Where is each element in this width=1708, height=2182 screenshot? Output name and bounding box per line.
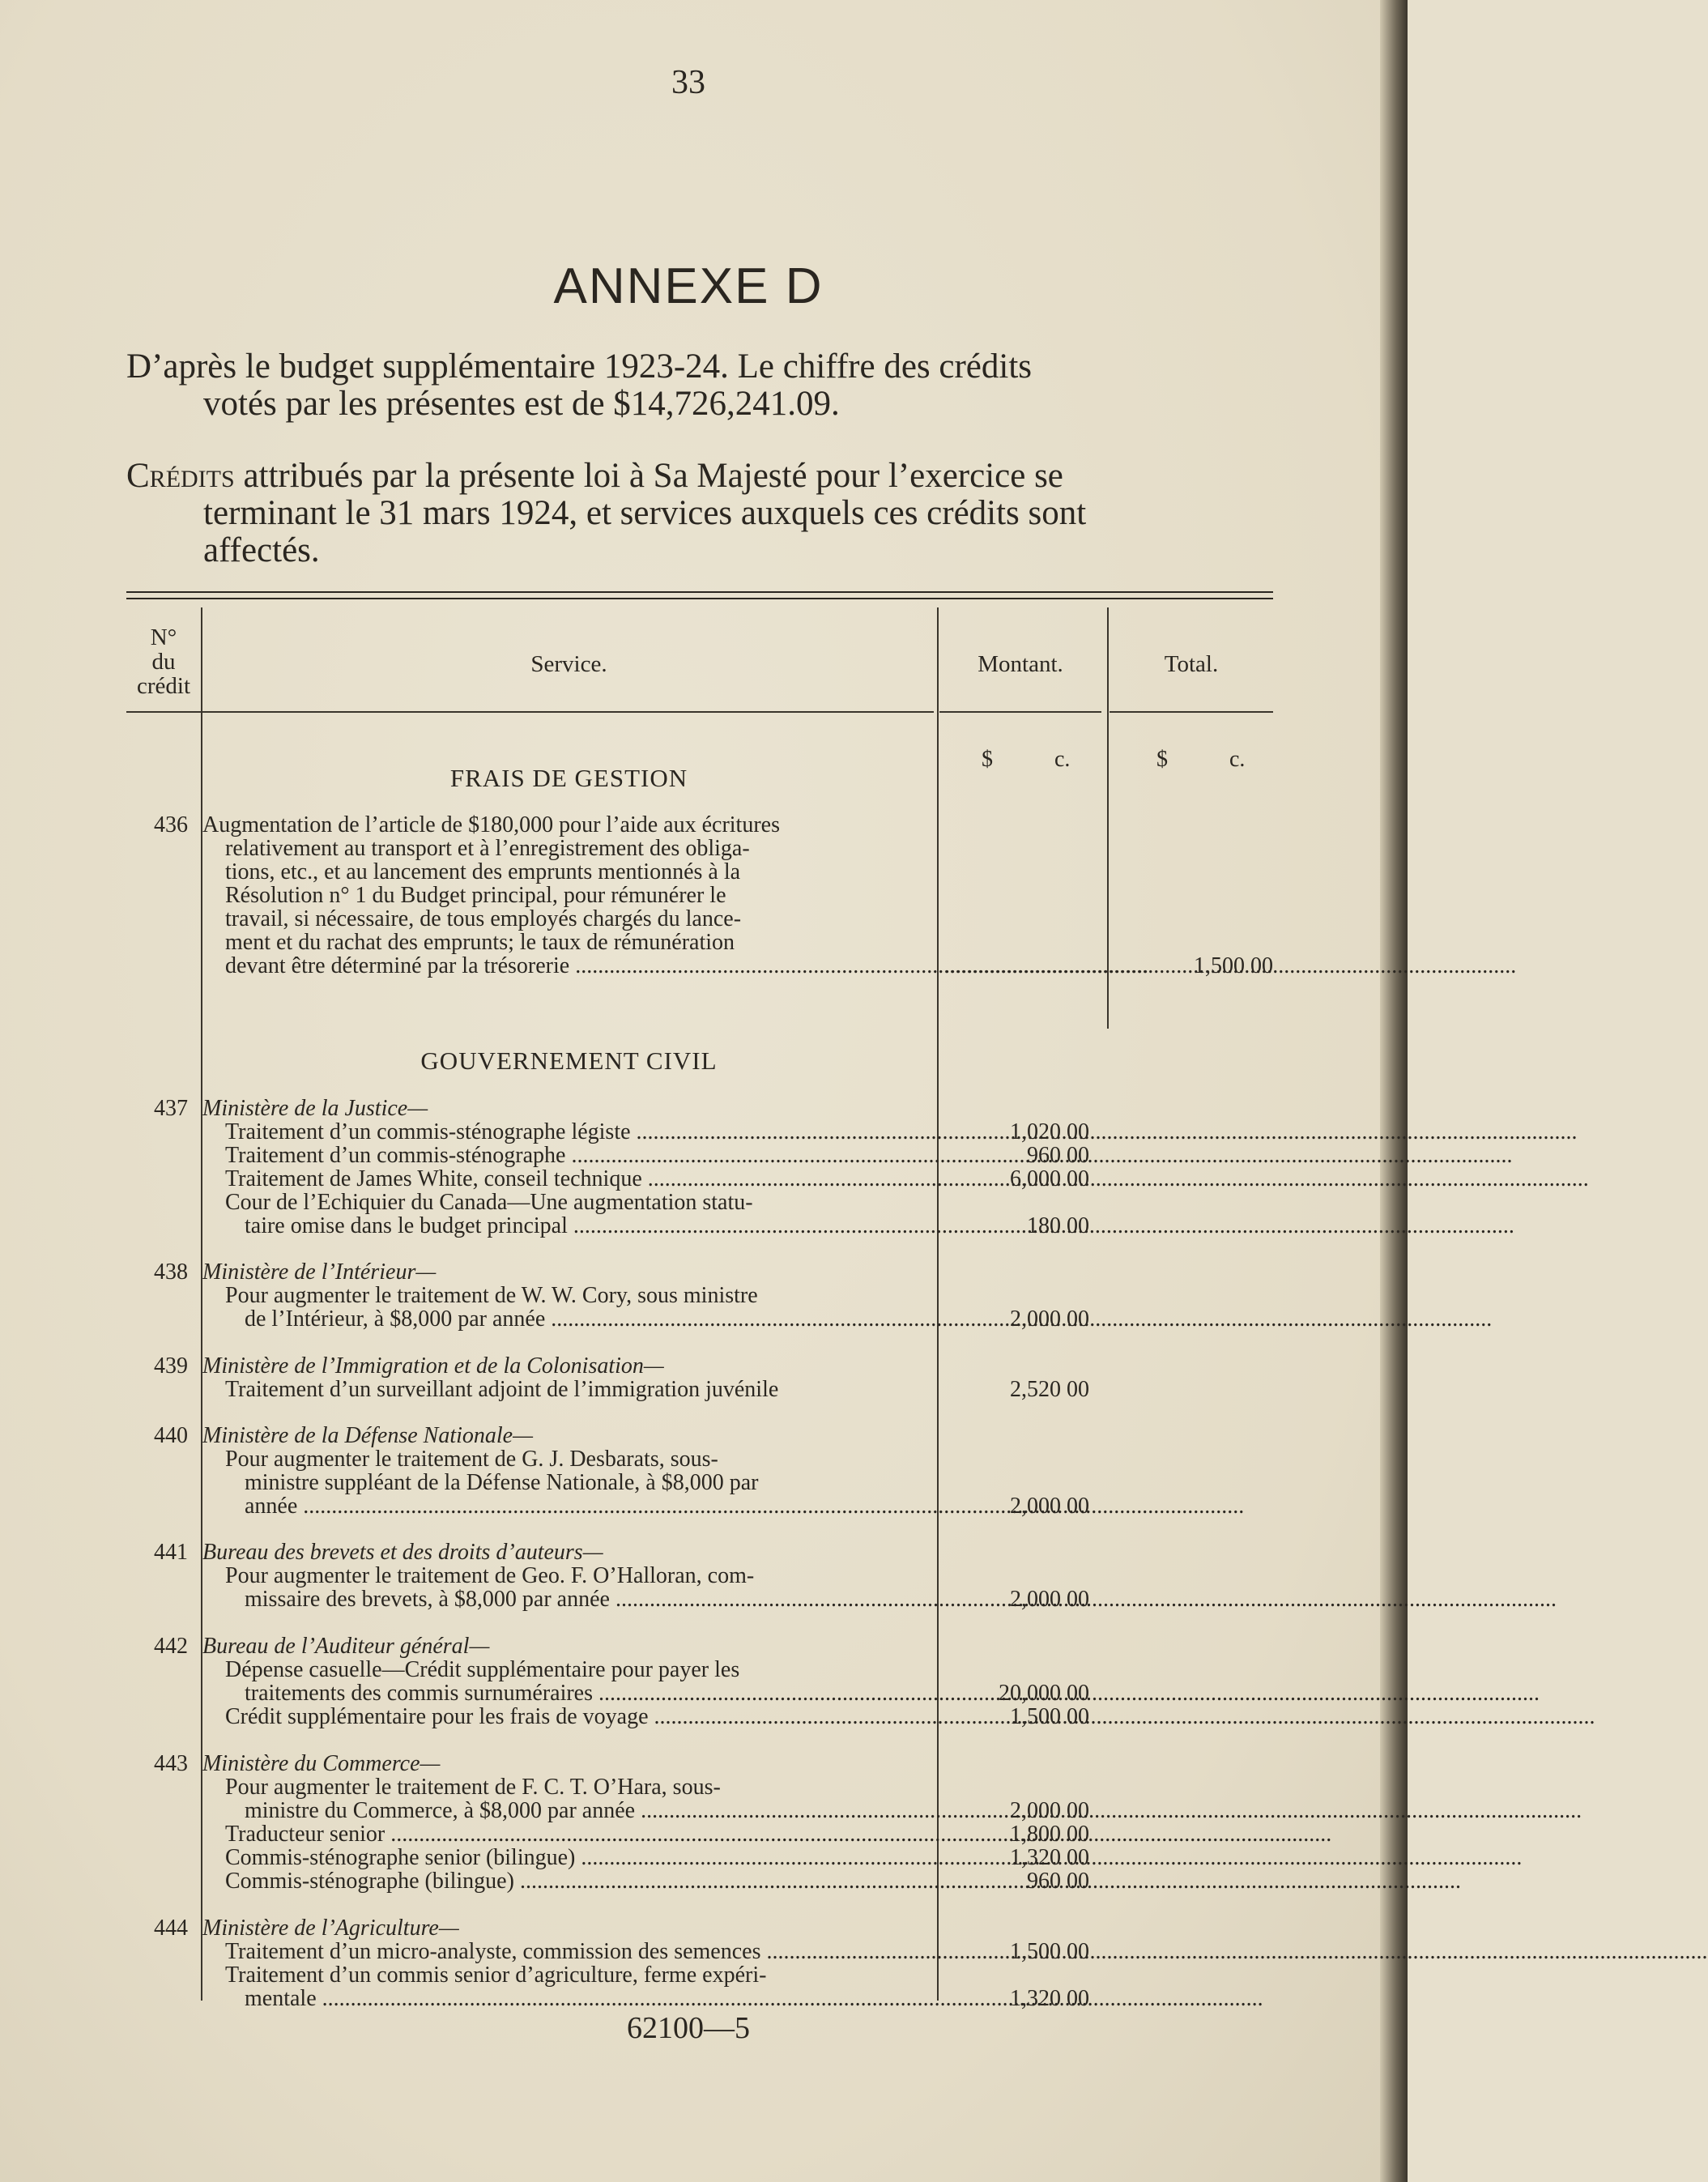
- amount-439-1: 2,520 00: [1010, 1377, 1089, 1402]
- credit-438-description: Ministère de l’Intérieur— Pour augmenter le traitement de W. W. Cory, sous ministre de l’Intérieur, à $8,000 par année .....: [202, 1260, 935, 1331]
- credit-number-442: 442: [154, 1634, 188, 1659]
- header-rule-montant: [939, 711, 1101, 713]
- credit-number-443: 443: [154, 1751, 188, 1776]
- amount-444-1: 1,500 00: [1010, 1939, 1089, 1964]
- credit-number-440: 440: [154, 1423, 188, 1448]
- header-rule-service: [202, 711, 934, 713]
- credit-436-description: Augmentation de l’article de $180,000 pour l’aide aux écritures relativement au transport et à l’enregistrement des obliga- tions, etc., et au lancement des emprunts mentionnés à la Résolution n° 1 du Budget principal, pour rémunérer le travail, si nécessaire, de tous employés chargés du lance- ment et du rachat des emprunts; le taux de rémunération devant être déterminé par la trésorerie .....: [202, 813, 935, 978]
- total-dollar-unit: $: [1156, 747, 1168, 772]
- header-montant: Montant.: [978, 651, 1063, 677]
- header-service: Service.: [530, 651, 607, 677]
- header-number: N° du crédit: [136, 624, 190, 699]
- table-top-rule-2: [126, 598, 1273, 599]
- credit-number-439: 439: [154, 1353, 188, 1379]
- amount-437-4: 180 00: [1027, 1213, 1089, 1238]
- credits-line-3: affectés.: [203, 531, 320, 569]
- header-rule-total: [1110, 711, 1273, 713]
- column-divider-service: [937, 607, 939, 2001]
- table-top-rule: [126, 591, 1273, 593]
- leader-dots-436: ....................................: [944, 953, 1148, 978]
- credit-number-441: 441: [154, 1540, 188, 1565]
- intro-line-2: votés par les présentes est de $14,726,241.09.: [203, 385, 840, 423]
- credits-line-1: attribués par la présente loi à Sa Majesté pour l’exercice se: [234, 457, 1063, 495]
- credit-number-444: 444: [154, 1916, 188, 1941]
- amount-441-1: 2,000 00: [1010, 1587, 1089, 1612]
- amount-443-3: 1,320 00: [1010, 1845, 1089, 1870]
- credit-442-description: Bureau de l’Auditeur général— Dépense casuelle—Crédit supplémentaire pour payer les traitements des commis surnuméraires ..... Crédit supplémentaire pour les frais de voyage .....: [202, 1634, 935, 1728]
- section-title-gouvernement-civil: GOUVERNEMENT CIVIL: [420, 1046, 718, 1075]
- credit-440-description: Ministère de la Défense Nationale— Pour augmenter le traitement de G. J. Desbarats, sous- ministre suppléant de la Défense Nationale, à $8,000 par année .....: [202, 1424, 935, 1518]
- amount-444-2: 1,320 00: [1010, 1986, 1089, 2011]
- credit-441-description: Bureau des brevets et des droits d’auteurs— Pour augmenter le traitement de Geo. F. O’Halloran, com- missaire des brevets, à $8,000 par année .....: [202, 1541, 935, 1611]
- amount-440-1: 2,000 00: [1010, 1494, 1089, 1519]
- footer-code: 62100—5: [627, 2011, 750, 2045]
- page-number: 33: [671, 64, 705, 101]
- header-total: Total.: [1164, 651, 1219, 677]
- credit-436-total: 1,500 00: [1194, 953, 1273, 978]
- amount-443-4: 960 00: [1027, 1869, 1089, 1894]
- total-cents-unit: c.: [1229, 747, 1246, 772]
- credit-number-438: 438: [154, 1259, 188, 1285]
- credits-paragraph: [126, 458, 1276, 569]
- credit-number-436: 436: [154, 812, 188, 837]
- amount-437-1: 1,020 00: [1010, 1119, 1089, 1144]
- credit-444-description: Ministère de l’Agriculture— Traitement d’un micro-analyste, commission des semences ..... Traitement d’un commis senior d’agriculture, ferme expéri- mentale .....: [202, 1916, 935, 2010]
- amount-442-1: 20,000 00: [999, 1681, 1089, 1706]
- amount-443-2: 1,800 00: [1010, 1822, 1089, 1847]
- credits-line-2: terminant le 31 mars 1924, et services auxquels ces crédits sont: [203, 494, 1087, 532]
- header-rule-number: [126, 711, 201, 713]
- amount-443-1: 2,000 00: [1010, 1798, 1089, 1823]
- credit-443-description: Ministère du Commerce— Pour augmenter le traitement de F. C. T. O’Hara, sous- ministre du Commerce, à $8,000 par année ..... Traducteur senior ..... Commis-sténographe senior (bilingue) ..... Commis-sténographe (bilingue) .....: [202, 1752, 935, 1893]
- intro-paragraph: [126, 348, 1276, 423]
- section-title-frais-de-gestion: FRAIS DE GESTION: [449, 764, 688, 792]
- annex-title: ANNEXE D: [553, 258, 824, 314]
- montant-cents-unit: c.: [1054, 747, 1071, 772]
- credits-lead-word: Crédits: [126, 457, 235, 495]
- amount-437-2: 960 00: [1027, 1143, 1089, 1168]
- credit-439-description: Ministère de l’Immigration et de la Colonisation— Traitement d’un surveillant adjoint de l’immigration juvénile: [202, 1353, 779, 1402]
- credit-number-437: 437: [154, 1096, 188, 1121]
- credit-437-description: Ministère de la Justice— Traitement d’un commis-sténographe légiste ..... Traitement d’un commis-sténographe ..... Traitement de James White, conseil technique ..... Cour de l’Echiquier du Canada—Une augmentation statu- taire omise dans le budget principal .....: [202, 1097, 935, 1238]
- montant-dollar-unit: $: [982, 747, 993, 772]
- amount-437-3: 6,000 00: [1010, 1166, 1089, 1191]
- intro-line-1: D’après le budget supplémentaire 1923-24. Le chiffre des crédits: [126, 347, 1032, 386]
- amount-442-2: 1,500 00: [1010, 1704, 1089, 1729]
- amount-438-1: 2,000 00: [1010, 1306, 1089, 1332]
